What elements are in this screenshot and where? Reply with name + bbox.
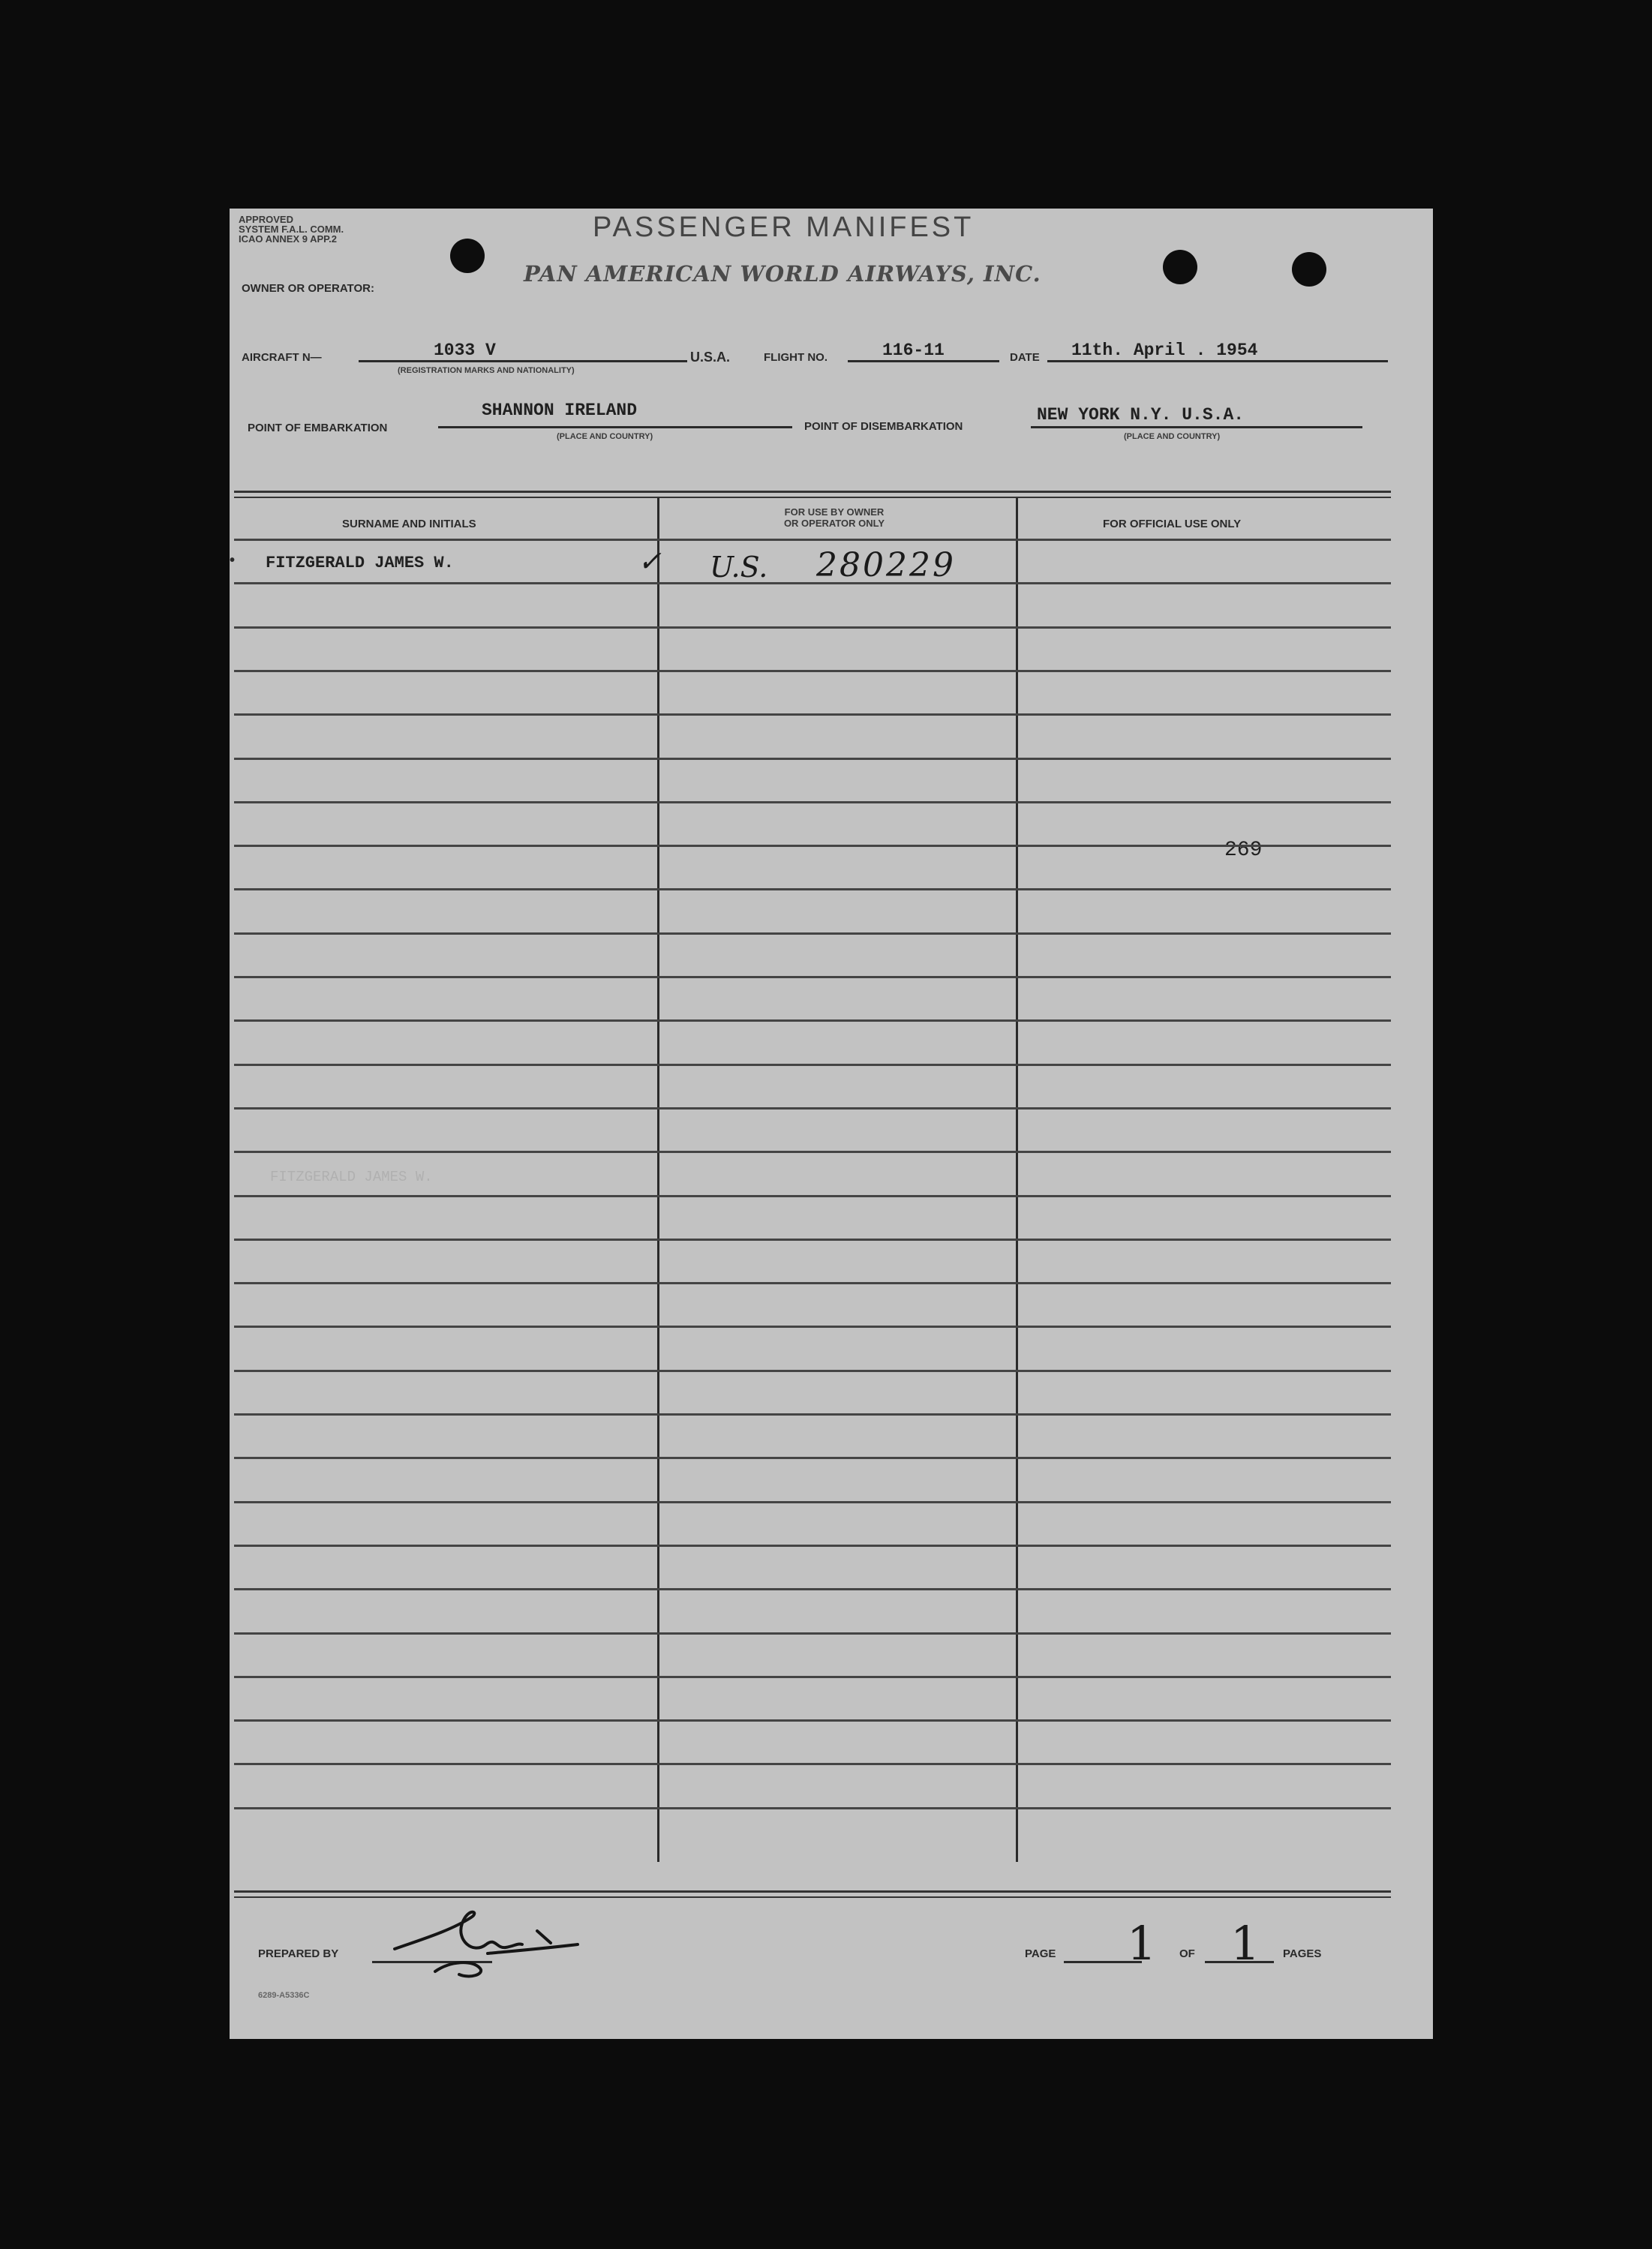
embark-label: POINT OF EMBARKATION	[248, 422, 388, 434]
date-value: 11th. April . 1954	[1071, 341, 1258, 360]
passenger-name: FITZGERALD JAMES W.	[266, 554, 454, 572]
form-code: 6289-A5336C	[258, 1991, 310, 2000]
punch-hole-icon	[1292, 252, 1326, 287]
official-stamp-number: 269	[1224, 839, 1263, 862]
page-number: 1	[1127, 1916, 1157, 1971]
punch-hole-icon	[450, 239, 485, 273]
form-title: PASSENGER MANIFEST	[593, 212, 975, 243]
owner-label: OWNER OR OPERATOR:	[242, 282, 374, 295]
manifest-page	[230, 209, 1433, 2039]
table-row-rule	[234, 1326, 1391, 1328]
table-row-rule	[234, 976, 1391, 978]
aircraft-value: 1033 V	[434, 341, 496, 360]
header-owner-line1: FOR USE BY OWNER	[784, 506, 885, 518]
page-label: PAGE	[1025, 1947, 1056, 1960]
disembark-value: NEW YORK N.Y. U.S.A.	[1037, 405, 1245, 425]
embark-note: (PLACE AND COUNTRY)	[557, 432, 653, 441]
header-surname: SURNAME AND INITIALS	[342, 518, 476, 530]
table-row-rule	[234, 1588, 1391, 1590]
of-label: OF	[1179, 1947, 1195, 1960]
table-row-rule	[234, 1064, 1391, 1066]
embark-value: SHANNON IRELAND	[482, 401, 638, 420]
table-row-rule	[234, 1413, 1391, 1416]
table-row-rule	[234, 758, 1391, 760]
passenger-number: 280229	[816, 546, 956, 584]
signature-icon	[390, 1901, 615, 1983]
nationality: U.S.A.	[690, 350, 731, 365]
table-row-rule	[234, 801, 1391, 803]
table-row-rule	[234, 1195, 1391, 1197]
table-row-rule	[234, 582, 1391, 584]
table-row-rule	[234, 670, 1391, 672]
table-row-rule	[234, 1370, 1391, 1372]
table-row-rule	[234, 845, 1391, 847]
header-official: FOR OFFICIAL USE ONLY	[1103, 518, 1242, 530]
table-row-rule	[234, 626, 1391, 629]
table-row-rule	[234, 1719, 1391, 1722]
table-row-rule	[234, 1676, 1391, 1678]
approval-line-1: APPROVED	[239, 214, 293, 225]
check-mark: ✓	[638, 545, 662, 578]
disembark-note: (PLACE AND COUNTRY)	[1124, 432, 1221, 441]
date-label: DATE	[1010, 351, 1040, 364]
table-row-rule	[234, 713, 1391, 716]
faded-bleed-text: FITZGERALD JAMES W.	[270, 1169, 433, 1185]
table-row-rule	[234, 1019, 1391, 1022]
passenger-citizenship: U.S.	[710, 551, 768, 584]
aircraft-label: AIRCRAFT N—	[242, 351, 322, 364]
pages-number: 1	[1230, 1916, 1260, 1971]
table-row-rule	[234, 932, 1391, 935]
flight-label: FLIGHT NO.	[764, 351, 828, 364]
registration-note: (REGISTRATION MARKS AND NATIONALITY)	[398, 366, 575, 375]
pages-label: PAGES	[1283, 1947, 1322, 1960]
table-row-rule	[234, 1632, 1391, 1635]
flight-value: 116-11	[882, 341, 945, 360]
table-row-rule	[234, 1107, 1391, 1109]
table-row-rule	[234, 539, 1391, 541]
table-row-rule	[234, 1501, 1391, 1503]
prepared-label: PREPARED BY	[258, 1947, 339, 1960]
table-row-rule	[234, 1545, 1391, 1547]
header-owner-line2: OR OPERATOR ONLY	[783, 518, 885, 529]
punch-hole-icon	[1163, 250, 1197, 284]
table-row-rule	[234, 1457, 1391, 1459]
table-row-rule	[234, 888, 1391, 890]
approval-line-2: SYSTEM F.A.L. COMM.	[239, 224, 344, 235]
table-row-rule	[234, 1151, 1391, 1153]
row-bullet: •	[230, 552, 236, 569]
disembark-label: POINT OF DISEMBARKATION	[804, 420, 963, 433]
table-row-rule	[234, 1282, 1391, 1284]
table-row-rule	[234, 1807, 1391, 1809]
table-row-rule	[234, 1239, 1391, 1241]
operator-name: PAN AMERICAN WORLD AIRWAYS, INC.	[524, 261, 1041, 287]
table-row-rule	[234, 1763, 1391, 1765]
approval-line-3: ICAO ANNEX 9 APP.2	[239, 233, 338, 245]
